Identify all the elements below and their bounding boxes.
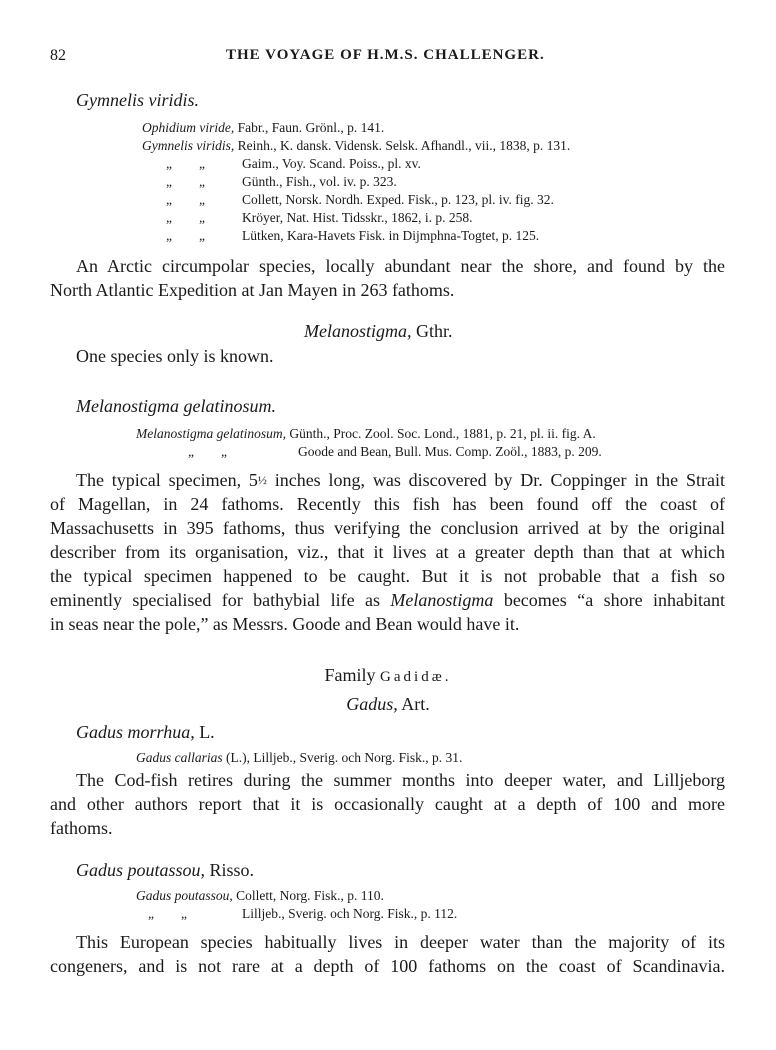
synonym-ref: Collett, Norsk. Nordh. Exped. Fisk., p. 123, pl. iv. fig. 32. xyxy=(242,192,554,207)
species-heading-poutassou xyxy=(76,860,254,881)
synonym-ref: Gaim., Voy. Scand. Poiss., pl. xv. xyxy=(242,156,421,171)
species-heading-morrhua xyxy=(76,722,215,743)
text-line: describer from its organisation, viz., that it lives at a greater depth than that at which xyxy=(50,542,725,562)
synonym-line xyxy=(166,192,554,208)
melanostigma-paragraph xyxy=(50,468,725,636)
synonym-line xyxy=(136,888,384,904)
running-title: THE VOYAGE OF H.M.S. CHALLENGER. xyxy=(226,47,545,63)
synonym-ref: Günth., Fish., vol. iv. p. 323. xyxy=(242,174,397,189)
text-line: congeners, and is not rare at a depth of 100 fathoms on the coast of Scandinavia. xyxy=(50,956,725,976)
poutassou-paragraph xyxy=(50,930,725,978)
genus-heading-gadus xyxy=(0,694,776,715)
species-heading-gymnelis: Gymnelis viridis. xyxy=(76,90,199,110)
synonym-ref: Lütken, Kara-Havets Fisk. in Dijmphna-Togtet, p. 125. xyxy=(242,228,540,243)
ditto-marks: „ „ xyxy=(166,210,205,225)
ditto-marks: „ „ xyxy=(148,906,187,921)
text-line: North Atlantic Expedition at Jan Mayen in 263 fathoms. xyxy=(50,280,455,300)
synonym-line xyxy=(142,120,384,136)
family-heading xyxy=(0,665,776,686)
synonym-ref: Reinh., K. dansk. Vidensk. Selsk. Afhandl., vii., 1838, p. 131. xyxy=(237,138,571,153)
synonym-line xyxy=(136,750,462,766)
text-line: Massachusetts in 395 fathoms, thus verifying the conclusion arrived at by the original xyxy=(50,518,725,538)
synonym-name: Gadus callarias xyxy=(136,750,223,765)
synonym-ref: Goode and Bean, Bull. Mus. Comp. Zoöl., 1883, p. 209. xyxy=(298,444,602,459)
text-line: of Magellan, in 24 fathoms. Recently this fish has been found off the coast of xyxy=(50,494,725,514)
genus-heading-melanostigma xyxy=(304,321,453,342)
genus-name: Gadus, xyxy=(346,694,398,714)
gymnelis-paragraph xyxy=(50,254,725,302)
synonym-ref: Fabr., Faun. Grönl., p. 141. xyxy=(237,120,385,135)
synonym-ref: Kröyer, Nat. Hist. Tidsskr., 1862, i. p. 258. xyxy=(242,210,473,225)
text-run: becomes “a shore inhabitant xyxy=(493,590,725,610)
genus-author: Art. xyxy=(401,694,430,714)
synonym-line xyxy=(166,228,539,244)
species-name: Gadus morrhua, xyxy=(76,722,195,742)
synonym-line xyxy=(148,906,457,922)
text-line: the typical specimen happened to be caught. But it is not probable that a fish so xyxy=(50,566,725,586)
text-run: inches long, was discovered by Dr. Coppinger in the Strait xyxy=(266,470,725,490)
genus-name: Melanostigma, xyxy=(304,321,412,341)
synonym-name: Ophidium viride, xyxy=(142,120,235,135)
text-run: The typical specimen, 5 xyxy=(76,470,258,490)
ditto-marks: „ „ xyxy=(166,192,205,207)
species-author: Risso. xyxy=(209,860,255,880)
synonym-line xyxy=(136,426,596,442)
synonym-line xyxy=(166,210,472,226)
text-line: in seas near the pole,” as Messrs. Goode and Bean would have it. xyxy=(50,614,520,634)
text-line: An Arctic circumpolar species, locally abundant near the shore, and found by the xyxy=(76,256,725,276)
family-name: Gadidæ. xyxy=(380,669,452,685)
species-name: Gadus poutassou, xyxy=(76,860,206,880)
synonym-ref: (L.), Lilljeb., Sverig. och Norg. Fisk., p. 31. xyxy=(226,750,463,765)
synonym-line xyxy=(166,156,421,172)
synonym-name: Melanostigma gelatinosum, xyxy=(136,426,286,441)
text-line: The Cod-fish retires during the summer months into deeper water, and Lilljeborg xyxy=(76,770,725,790)
synonym-ref: Collett, Norg. Fisk., p. 110. xyxy=(236,888,384,903)
species-author: L. xyxy=(199,722,215,742)
family-label: Family xyxy=(324,665,376,685)
genus-author: Gthr. xyxy=(416,321,453,341)
synonym-ref: Günth., Proc. Zool. Soc. Lond., 1881, p. 21, pl. ii. fig. A. xyxy=(289,426,596,441)
synonym-line xyxy=(142,138,570,154)
synonym-ref: Lilljeb., Sverig. och Norg. Fisk., p. 112. xyxy=(242,906,458,921)
text-line: and other authors report that it is occasionally caught at a depth of 100 and more xyxy=(50,794,725,814)
ditto-marks: „ „ xyxy=(166,174,205,189)
genus-reference: Melanostigma xyxy=(390,590,494,610)
synonym-line xyxy=(166,174,397,190)
page-number: 82 xyxy=(50,47,66,64)
text-line xyxy=(50,588,725,612)
ditto-marks: „ „ xyxy=(166,156,205,171)
morrhua-paragraph xyxy=(50,768,725,840)
species-heading-melanostigma: Melanostigma gelatinosum. xyxy=(76,396,276,416)
ditto-marks: „ „ xyxy=(166,228,205,243)
text-line xyxy=(50,468,725,492)
synonym-name: Gadus poutassou, xyxy=(136,888,233,903)
text-line: fathoms. xyxy=(50,818,113,838)
ditto-marks: „ „ xyxy=(188,444,227,459)
text-line: This European species habitually lives in deeper water than the majority of its xyxy=(76,932,725,952)
synonym-name: Gymnelis viridis, xyxy=(142,138,235,153)
fraction: ½ xyxy=(257,473,267,487)
genus-note: One species only is known. xyxy=(76,346,274,366)
text-run: eminently specialised for bathybial life as xyxy=(50,590,391,610)
synonym-line xyxy=(188,444,602,460)
